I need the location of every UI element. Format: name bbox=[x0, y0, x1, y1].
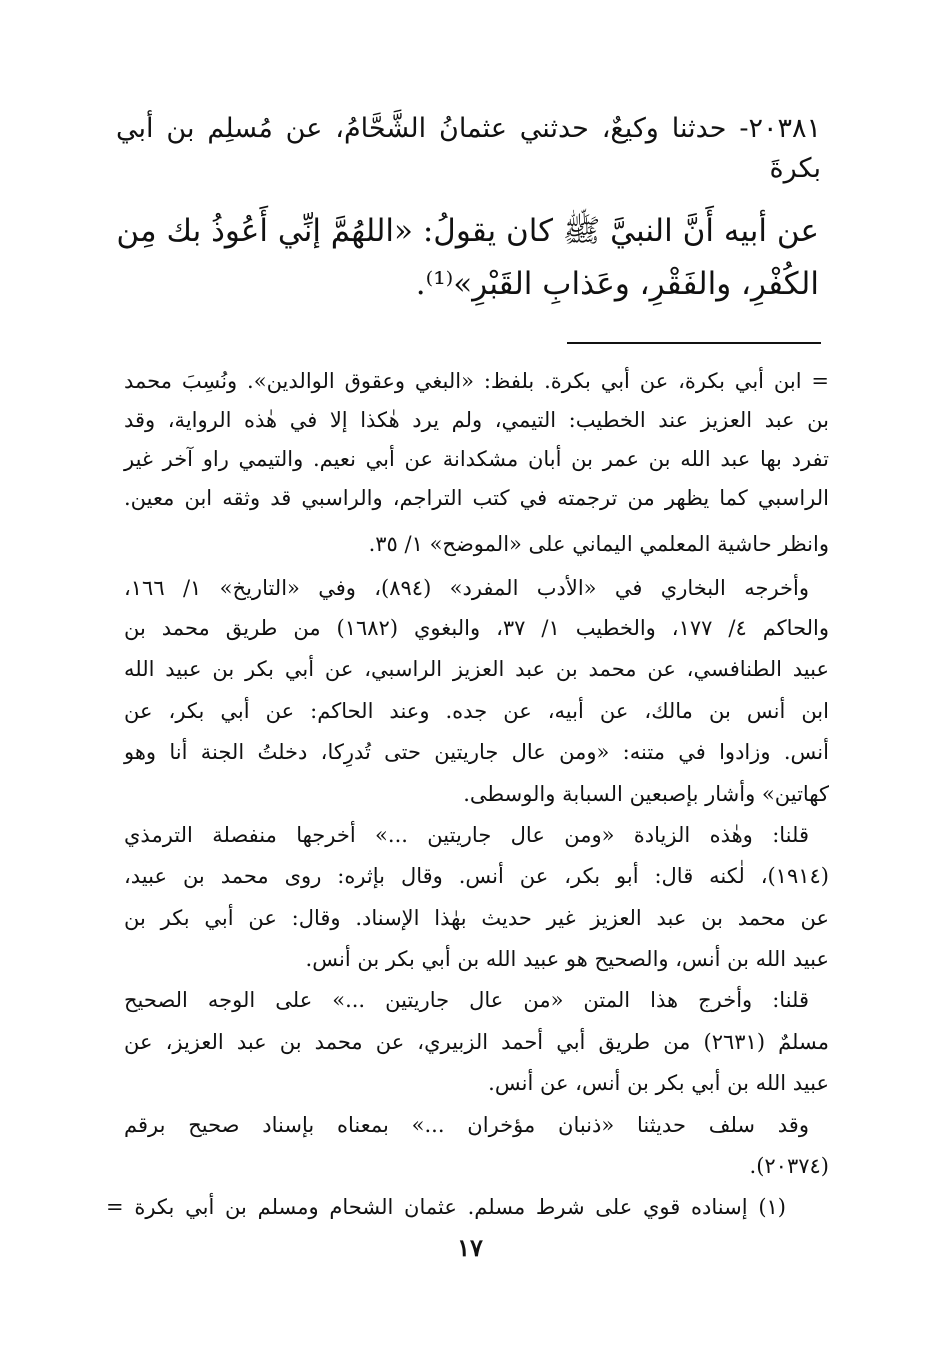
footnote-line: كهاتين» وأشار بإصبعين السبابة والوسطى. bbox=[463, 782, 829, 806]
footnote-line: عبيد الطنافسي، عن محمد بن عبد العزيز الراسبي، عن أبي بكر بن عبيد الله bbox=[124, 657, 829, 681]
footnote-line: والحاكم ٤/ ١٧٧، والخطيب ١/ ٣٧، والبغوي (١٦٨٢) من طريق محمد بن bbox=[124, 616, 829, 640]
footnote-line: وقد سلف حديثنا «ذنبان مؤخران ...» بمعناه بإسناد صحيح برقم bbox=[124, 1113, 809, 1137]
footnote-line: الراسبي كما يظهر من ترجمته في كتب التراجم، والراسبي قد وثقه ابن معين. bbox=[124, 486, 829, 510]
footnote-line: تفرد بها عبد الله بن عمر بن أبان مشكدانة عن أبي نعيم. والتيمي راو آخر غير bbox=[124, 447, 829, 471]
footnote-separator bbox=[567, 342, 821, 344]
footnote-line: قلنا: وهٰذه الزيادة «ومن عال جاريتين ...» أخرجها منفصلة الترمذي bbox=[124, 823, 809, 847]
hadith-line-3: عن أبيه أَنَّ النبيَّ ﷺ كان يقولُ: «اللهُمَّ إنِّي أَعُوذُ بك مِن bbox=[116, 213, 819, 249]
footnote-line: (١٩١٤)، لٰكنه قال: أبو بكر، عن أنس. وقال بإثره: روى محمد بن عبيد، bbox=[124, 864, 829, 888]
footnote-line: عن محمد بن عبد العزيز غير حديث بهٰذا الإسناد. وقال: عن أبي بكر بن bbox=[124, 906, 829, 930]
footnote-line: وأخرجه البخاري في «الأدب المفرد» (٨٩٤)، وفي «التاريخ» ١/ ١٦٦، bbox=[124, 576, 809, 600]
footnote-line: أنس. وزادوا في متنه: «ومن عال جاريتين حتى تُدرِكا، دخلتُ الجنة أنا وهو bbox=[124, 740, 829, 764]
footnote-line: مسلمٌ (٢٦٣١) من طريق أبي أحمد الزبيري، عن محمد بن عبد العزيز، عن bbox=[124, 1030, 829, 1054]
footnote-line: قلنا: وأخرج هذا المتن «من عال جاريتين ...» على الوجه الصحيح bbox=[124, 988, 809, 1012]
footnote-line: = ابن أبي بكرة، عن أبي بكرة. بلفظ: «البغي وعقوق الوالدين». ونُسِبَ محمد bbox=[124, 369, 829, 393]
footnote-line: بن عبد العزيز عند الخطيب: التيمي، ولم يرد هٰكذا إلا في هٰذه الرواية، وقد bbox=[124, 408, 829, 432]
page-number: ١٧ bbox=[457, 1233, 483, 1262]
footnote-line: (١) إسناده قوي على شرط مسلم. عثمان الشحام ومسلم بن أبي بكرة = bbox=[106, 1195, 786, 1219]
hadith-line-4: الكُفْرِ، والفَقْرِ، وعَذابِ القَبْرِ»⁽¹⁾. bbox=[415, 266, 819, 302]
footnote-line: ابن أنس بن مالك، عن أبيه، عن جده. وعند الحاكم: عن أبي بكر، عن bbox=[124, 699, 829, 723]
hadith-line-2: بكرةَ bbox=[769, 153, 821, 184]
footnote-line: (٢٠٣٧٤). bbox=[749, 1154, 829, 1178]
footnote-line: عبيد الله بن أنس، والصحيح هو عبيد الله بن أبي بكر بن أنس. bbox=[305, 947, 829, 971]
footnote-line: وانظر حاشية المعلمي اليماني على «الموضح» ١/ ٣٥. bbox=[368, 532, 829, 556]
footnote-line: عبيد الله بن أبي بكر بن أنس، عن أنس. bbox=[488, 1071, 829, 1095]
hadith-line-1: ٢٠٣٨١- حدثنا وكيعٌ، حدثني عثمانُ الشَّحَّامُ، عن مُسلِم بن أبي bbox=[116, 113, 821, 144]
